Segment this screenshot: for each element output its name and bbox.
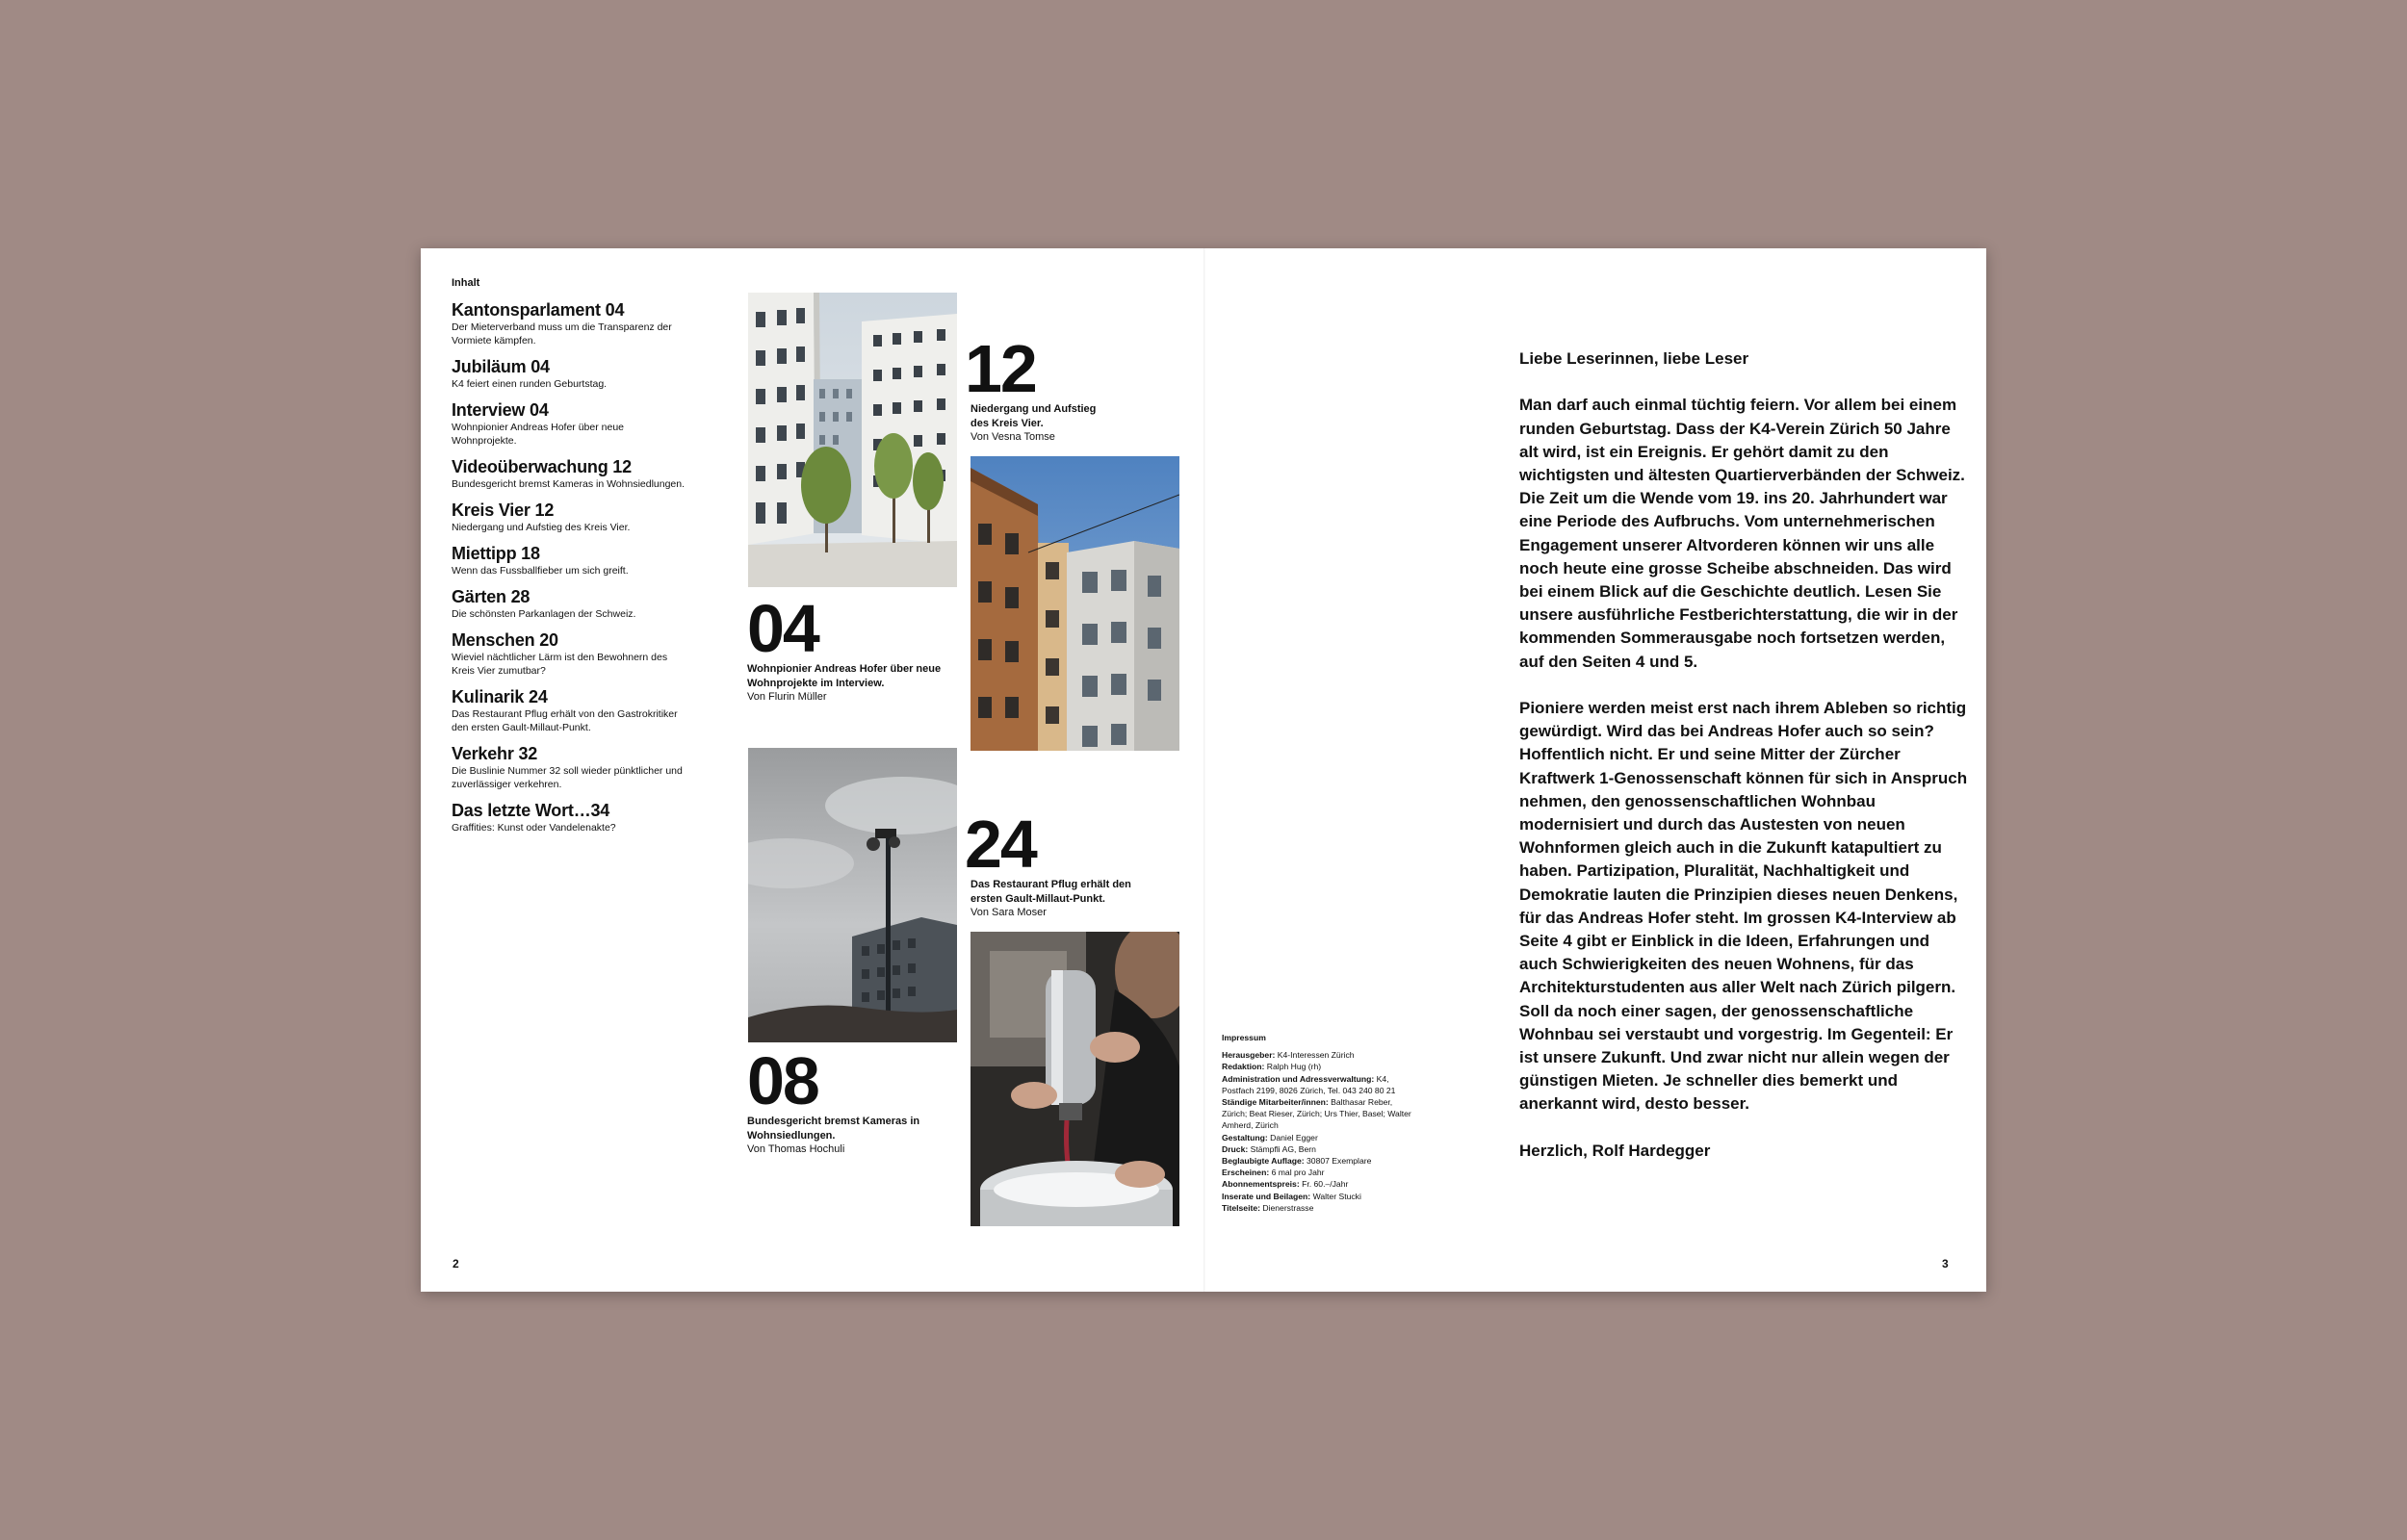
- toc-item-title: Kreis Vier 12: [452, 500, 555, 520]
- toc-item: [452, 630, 687, 678]
- impressum-value: K4-Interessen Zürich: [1277, 1050, 1355, 1061]
- impressum-row: [1222, 1167, 1414, 1178]
- impressum-label: Administration und Adressverwaltung:: [1222, 1073, 1375, 1084]
- feature-number-24: 24: [965, 807, 1036, 882]
- toc-item-desc: Bundesgericht bremst Kameras in Wohnsiedlungen.: [452, 478, 686, 490]
- toc-item-title: Interview 04: [452, 400, 549, 420]
- toc-item-desc: Niedergang und Aufstieg des Kreis Vier.: [452, 522, 631, 533]
- impressum-value: Dienerstrasse: [1262, 1202, 1314, 1213]
- toc-item-title: Jubiläum 04: [452, 357, 550, 376]
- editorial-closing: Herzlich, Rolf Hardegger: [1519, 1141, 1711, 1160]
- toc-item-desc: Wenn das Fussballfieber um sich greift.: [452, 565, 629, 577]
- impressum-row: [1222, 1178, 1414, 1190]
- editorial-salutation: Liebe Leserinnen, liebe Leser: [1519, 349, 1749, 368]
- feature-author-24: Von Sara Moser: [971, 907, 1047, 918]
- impressum-row: [1222, 1073, 1414, 1096]
- feature-desc-08: Bundesgericht bremst Kameras in Wohnsiedlungen.: [747, 1116, 920, 1142]
- impressum-row: [1222, 1061, 1414, 1072]
- impressum-value: Walter Stucki: [1312, 1191, 1361, 1201]
- impressum: [1222, 1032, 1414, 1214]
- toc-item: [452, 687, 687, 734]
- toc-item-title: Das letzte Wort…34: [452, 801, 610, 820]
- toc-item-title: Miettipp 18: [452, 544, 540, 563]
- editorial-paragraph-1: Man darf auch einmal tüchtig feiern. Vor allem bei einem runden Geburtstag. Dass der K4-Verein Zürich 50 Jahre alt wird, ist ein Ereignis. Er gehört damit zu den wichtigsten und ältesten Quartierverbänden der Schweiz. Die Zeit um die Wende vom 19. ins 20. Jahrhundert war eine Periode des Aufbruchs. Vom unternehmerischen Engagement unserer Altvorderen können wir uns alle noch heute eine grosse Scheibe abschneiden. Das wird bei einem Blick auf die Geschichte deutlich. Lesen Sie unsere ausführliche Festberichterstattung, die wir in der kommenden Sommerausgabe noch fortsetzen werden, auf den Seiten 4 und 5.: [1519, 396, 1965, 671]
- impressum-row: [1222, 1191, 1414, 1202]
- toc-item: [452, 801, 687, 834]
- impressum-row: [1222, 1202, 1414, 1214]
- toc-item: [452, 587, 687, 621]
- feature-teaser-08: [747, 1115, 930, 1157]
- feature-desc-04: Wohnpionier Andreas Hofer über neue Wohnprojekte im Interview.: [747, 663, 942, 689]
- feature-teaser-24: [971, 878, 1139, 920]
- table-of-contents: [452, 300, 687, 844]
- feature-author-12: Von Vesna Tomse: [971, 431, 1055, 443]
- toc-item-title: Verkehr 32: [452, 744, 538, 763]
- toc-item-title: Kantonsparlament 04: [452, 300, 625, 320]
- editorial-paragraph-2: Pioniere werden meist erst nach ihrem Ableben so richtig gewürdigt. Wird das bei Andreas Hofer auch so sein? Hoffentlich nicht. Er und seine Mitter der Zürcher Kraftwerk 1-Genossenschaft können für sich in Anspruch nehmen, den genossenschaftlichen Wohnbau modernisiert und durch das Austesten von neuen Wohnformen gleich auch in die Zukunft katapultiert zu haben. Partizipation, Pluralität, Nachhaltigkeit und Demokratie lauten die Prinzipien dieses neuen Denkens, für das Andreas Hofer steht. Im grossen K4-Interview ab Seite 4 gibt er Einblick in die Ideen, Erfahrungen und auch Schwierigkeiten des neuen Wohnens, für das Architekturstudenten aus aller Welt nach Zürich pilgern. Soll da noch einer sagen, der genossenschaftliche Wohnbau sei verstaubt und vorgestrig. Im Gegenteil: Er ist unsere Zukunft. Und zwar nicht nur allein wegen der günstigen Mieten. Je schneller dies bemerkt und anerkannt wird, desto besser.: [1519, 699, 1968, 1114]
- impressum-value: 30807 Exemplare: [1307, 1156, 1372, 1167]
- toc-item: [452, 744, 687, 791]
- toc-item-desc: Wieviel nächtlicher Lärm ist den Bewohnern des Kreis Vier zumutbar?: [452, 652, 668, 677]
- photo-housing-blocks: [748, 293, 957, 587]
- toc-item-desc: Das Restaurant Pflug erhält von den Gastrokritiker den ersten Gault-Millaut-Punkt.: [452, 708, 678, 733]
- impressum-row: [1222, 1155, 1414, 1167]
- feature-desc-24: Das Restaurant Pflug erhält den ersten Gault-Millaut-Punkt.: [971, 879, 1131, 905]
- toc-item-desc: Der Mieterverband muss um die Transparenz der Vormiete kämpfen.: [452, 321, 672, 346]
- toc-item: [452, 357, 687, 391]
- impressum-row: [1222, 1049, 1414, 1061]
- toc-item-desc: Die Buslinie Nummer 32 soll wieder pünktlicher und zuverlässiger verkehren.: [452, 765, 683, 790]
- impressum-label: Inserate und Beilagen:: [1222, 1191, 1311, 1201]
- page-number-right: 3: [1942, 1257, 1949, 1270]
- impressum-value: Fr. 60.–/Jahr: [1302, 1179, 1349, 1190]
- toc-item-title: Kulinarik 24: [452, 687, 548, 706]
- impressum-label: Erscheinen:: [1222, 1168, 1270, 1178]
- toc-item: [452, 500, 687, 534]
- magazine-spread: [421, 248, 1986, 1292]
- impressum-row: [1222, 1132, 1414, 1143]
- impressum-label: Titelseite:: [1222, 1202, 1260, 1213]
- feature-desc-12: Niedergang und Aufstieg des Kreis Vier.: [971, 403, 1097, 429]
- toc-item-title: Videoüberwachung 12: [452, 457, 632, 476]
- feature-author-04: Von Flurin Müller: [747, 691, 827, 703]
- photo-camera-pole: [748, 748, 957, 1042]
- feature-number-12: 12: [965, 331, 1036, 406]
- photo-chef-siphon: [971, 932, 1179, 1226]
- impressum-heading: Impressum: [1222, 1033, 1266, 1042]
- feature-number-04: 04: [747, 591, 818, 666]
- toc-item-desc: Wohnpionier Andreas Hofer über neue Wohnprojekte.: [452, 422, 625, 447]
- impressum-label: Abonnementspreis:: [1222, 1179, 1300, 1190]
- toc-item-title: Menschen 20: [452, 630, 558, 650]
- impressum-row: [1222, 1096, 1414, 1132]
- impressum-label: Redaktion:: [1222, 1062, 1265, 1072]
- feature-author-08: Von Thomas Hochuli: [747, 1143, 845, 1155]
- impressum-value: 6 mal pro Jahr: [1271, 1168, 1325, 1178]
- toc-item: [452, 544, 687, 578]
- page-number-left: 2: [453, 1257, 459, 1270]
- toc-item: [452, 300, 687, 347]
- toc-item-title: Gärten 28: [452, 587, 531, 606]
- toc-item: [452, 400, 687, 448]
- impressum-value: Ralph Hug (rh): [1266, 1062, 1322, 1072]
- impressum-label: Gestaltung:: [1222, 1132, 1268, 1142]
- impressum-label: Herausgeber:: [1222, 1050, 1276, 1061]
- editorial: [1519, 347, 1972, 1186]
- toc-item-desc: Graffities: Kunst oder Vandelenakte?: [452, 822, 616, 834]
- impressum-row: [1222, 1143, 1414, 1155]
- feature-teaser-04: [747, 662, 949, 705]
- toc-heading: Inhalt: [452, 277, 480, 289]
- toc-item: [452, 457, 687, 491]
- impressum-label: Beglaubigte Auflage:: [1222, 1156, 1305, 1167]
- feature-number-08: 08: [747, 1043, 818, 1118]
- impressum-value: Balthasar Reber, Zürich; Beat Rieser, Zürich; Urs Thier, Basel; Walter Amherd, Zürich: [1222, 1097, 1411, 1131]
- toc-item-desc: K4 feiert einen runden Geburtstag.: [452, 378, 608, 390]
- impressum-label: Druck:: [1222, 1143, 1249, 1154]
- impressum-label: Ständige Mitarbeiter/innen:: [1222, 1097, 1329, 1108]
- impressum-value: K4, Postfach 2199, 8026 Zürich, Tel. 043 240 80 21: [1222, 1073, 1396, 1095]
- photo-street-facade: [971, 456, 1179, 751]
- toc-item-desc: Die schönsten Parkanlagen der Schweiz.: [452, 608, 636, 620]
- impressum-value: Daniel Egger: [1270, 1132, 1318, 1142]
- impressum-value: Stämpfli AG, Bern: [1250, 1143, 1316, 1154]
- center-fold: [1204, 248, 1205, 1292]
- feature-teaser-12: [971, 402, 1115, 445]
